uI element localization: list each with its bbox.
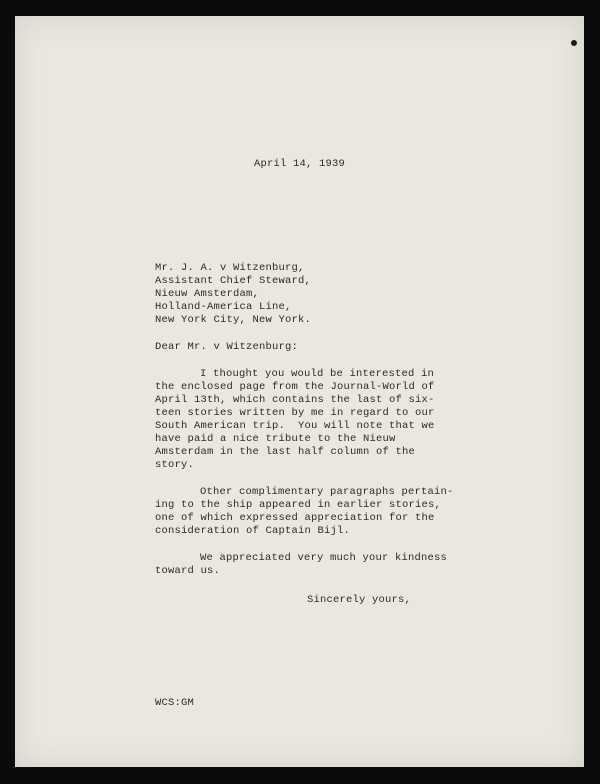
paragraph-1-line: I thought you would be interested in bbox=[200, 368, 435, 380]
paragraph-2-line: Other complimentary paragraphs pertain- bbox=[200, 486, 454, 498]
paragraph-2-line: one of which expressed appreciation for the bbox=[155, 512, 435, 524]
address-line-3: Nieuw Amsterdam, bbox=[155, 288, 260, 300]
address-line-4: Holland-America Line, bbox=[155, 301, 292, 313]
paragraph-2-line: ing to the ship appeared in earlier stories, bbox=[155, 499, 442, 511]
address-line-2: Assistant Chief Steward, bbox=[155, 275, 312, 287]
letter-date: April 14, 1939 bbox=[254, 158, 346, 170]
paragraph-3-line: We appreciated very much your kindness bbox=[200, 552, 448, 564]
address-line-5: New York City, New York. bbox=[155, 314, 312, 326]
paragraph-1-line: have paid a nice tribute to the Nieuw bbox=[155, 433, 396, 445]
paragraph-1-line: South American trip. You will note that we bbox=[155, 420, 435, 432]
initials: WCS:GM bbox=[155, 697, 195, 709]
paragraph-1-line: the enclosed page from the Journal-World of bbox=[155, 381, 435, 393]
closing: Sincerely yours, bbox=[307, 594, 412, 606]
paragraph-1-line: April 13th, which contains the last of six- bbox=[155, 394, 435, 406]
paragraph-1-line: teen stories written by me in regard to our bbox=[155, 407, 435, 419]
paragraph-1-line: Amsterdam in the last half column of the bbox=[155, 446, 416, 458]
letter-page bbox=[15, 16, 584, 767]
address-line-1: Mr. J. A. v Witzenburg, bbox=[155, 262, 305, 274]
paragraph-2-line: consideration of Captain Bijl. bbox=[155, 525, 351, 537]
paragraph-1-line: story. bbox=[155, 459, 195, 471]
salutation: Dear Mr. v Witzenburg: bbox=[155, 341, 299, 353]
punch-hole bbox=[571, 40, 577, 46]
paragraph-3-line: toward us. bbox=[155, 565, 221, 577]
